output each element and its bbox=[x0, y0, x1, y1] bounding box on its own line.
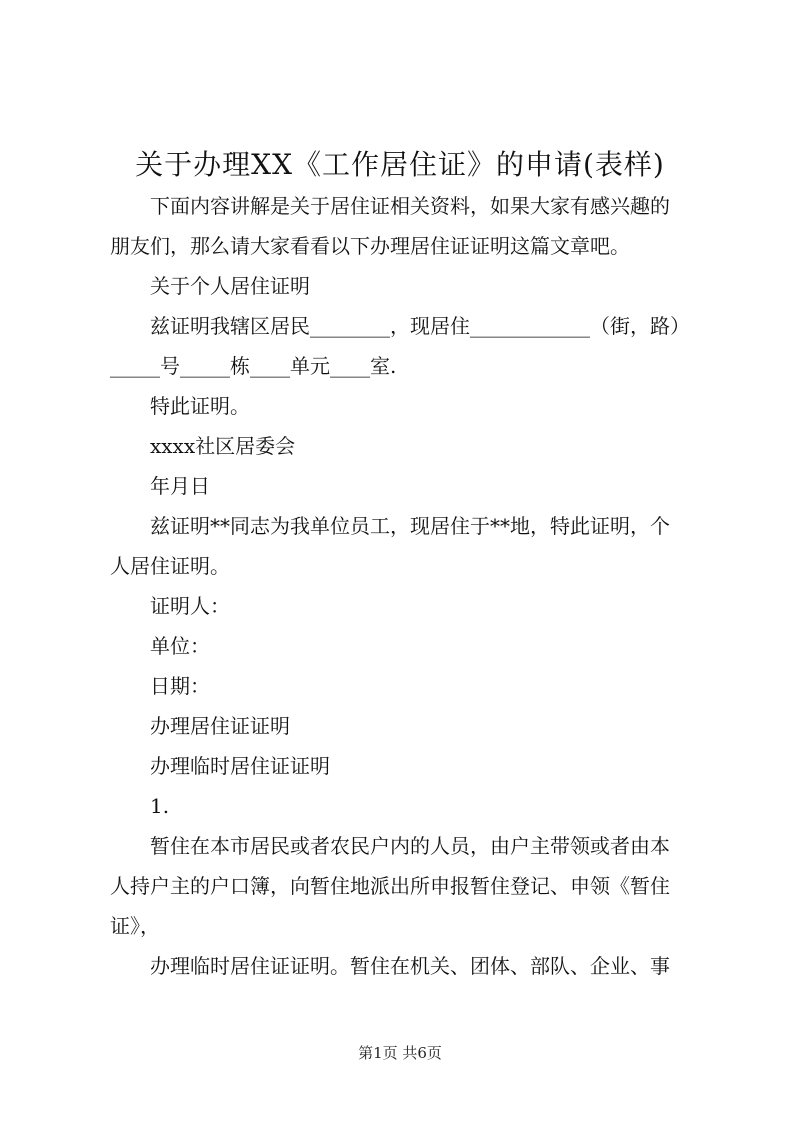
text-line: 朋友们，那么请大家看看以下办理居住证证明这篇文章吧。 bbox=[110, 234, 630, 258]
text-line: 办理临时居住证证明。暂住在机关、团体、部队、企业、事 bbox=[150, 954, 670, 978]
residence-paragraph bbox=[110, 826, 700, 946]
text-line: 办理居住证证明 bbox=[150, 714, 290, 738]
text-line: 1. bbox=[150, 794, 170, 818]
list-number bbox=[110, 786, 700, 826]
text-line: 证明人： bbox=[150, 594, 230, 618]
text-line: 兹证明**同志为我单位员工，现居住于**地，特此证明，个 bbox=[150, 514, 670, 538]
section-heading bbox=[110, 266, 700, 306]
section-heading bbox=[110, 706, 700, 746]
section-heading bbox=[110, 746, 700, 786]
certificate-paragraph bbox=[110, 306, 700, 386]
text-line: xxxx社区居委会 bbox=[150, 434, 296, 458]
text-line: 日期： bbox=[150, 674, 210, 698]
text-line: 关于个人居住证明 bbox=[150, 274, 310, 298]
date-field bbox=[110, 666, 700, 706]
closing-line bbox=[110, 386, 700, 426]
text-line: _____号_____栋____单元____室. bbox=[110, 354, 397, 378]
witness-field bbox=[110, 586, 700, 626]
committee-line bbox=[110, 426, 700, 466]
text-line: 单位： bbox=[150, 634, 210, 658]
date-line bbox=[110, 466, 700, 506]
text-line: 下面内容讲解是关于居住证相关资料，如果大家有感兴趣的 bbox=[150, 194, 670, 218]
text-line: 证》， bbox=[110, 914, 160, 938]
text-line: 年月日 bbox=[150, 474, 210, 498]
text-line: 人持户主的户口簿，向暂住地派出所申报暂住登记、申领《暂住 bbox=[110, 874, 670, 898]
employee-paragraph bbox=[110, 506, 700, 586]
page-number-footer: 第1页 共6页 bbox=[358, 1044, 442, 1062]
intro-paragraph bbox=[110, 186, 700, 266]
text-line: 特此证明。 bbox=[150, 394, 250, 418]
document-title: 关于办理XX《工作居住证》的申请(表样) bbox=[135, 148, 665, 181]
temporary-permit-paragraph bbox=[110, 946, 700, 986]
text-line: 办理临时居住证证明 bbox=[150, 754, 330, 778]
unit-field bbox=[110, 626, 700, 666]
text-line: 人居住证明。 bbox=[110, 554, 230, 578]
text-line: 兹证明我辖区居民________，现居住____________（街，路） bbox=[150, 314, 690, 338]
text-line: 暂住在本市居民或者农民户内的人员，由户主带领或者由本 bbox=[150, 834, 670, 858]
